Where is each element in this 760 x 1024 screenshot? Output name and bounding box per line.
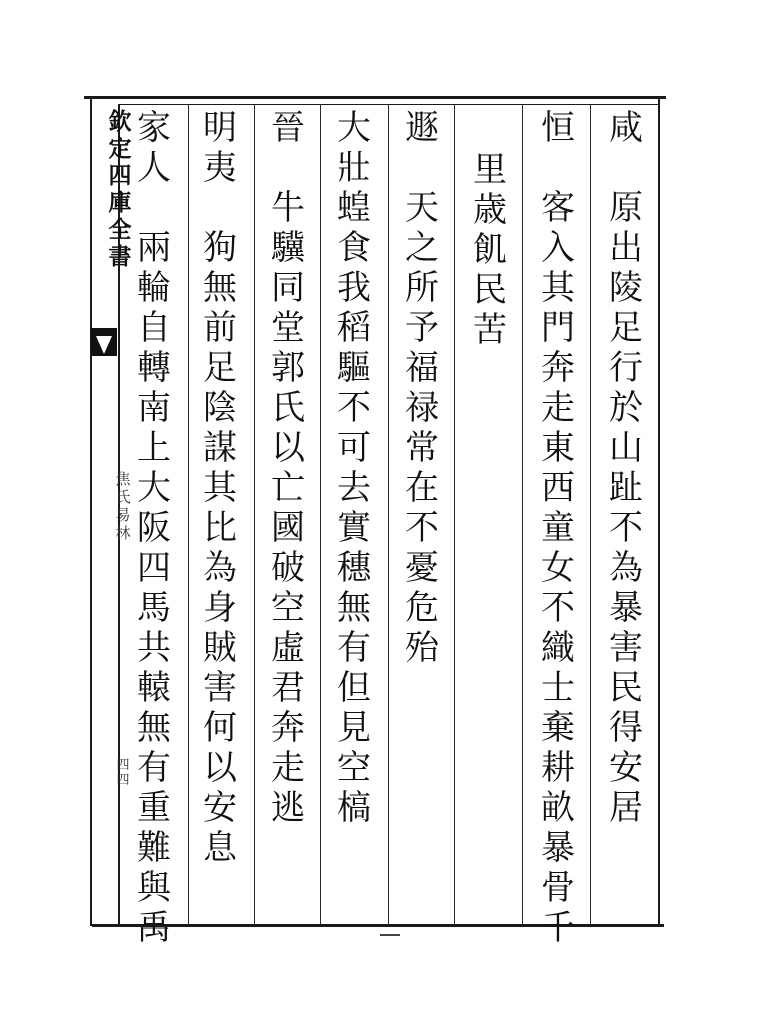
- verse-text: 牛 驥 同 堂 郭 氏 以 亡 國 破 空 虛 君 奔 走 逃: [271, 188, 305, 828]
- text-column: [596, 108, 656, 918]
- page-number: 四 四: [116, 758, 130, 788]
- text-column: [190, 108, 250, 918]
- verse-text: 狗 無 前 足 陰 謀 其 比 為 身 賊 害 何 以 安 息: [203, 228, 237, 868]
- column-divider: [522, 104, 523, 924]
- verse-text: 天 之 所 予 福 禄 常 在 不 憂 危 殆: [405, 188, 439, 668]
- column-divider: [388, 104, 389, 924]
- text-column: [392, 108, 452, 918]
- verse-text: 原 出 陵 足 行 於 山 趾 不 為 暴 害 民 得 安 居: [609, 188, 643, 828]
- column-divider: [320, 104, 321, 924]
- hexagram-name: 大 壯: [337, 108, 371, 188]
- bottom-mark: [380, 934, 400, 936]
- top-inner-rule: [120, 104, 660, 105]
- column-divider: [454, 104, 455, 924]
- collection-title: 欽 定 四 庫 全 書: [108, 108, 132, 270]
- column-divider: [254, 104, 255, 924]
- text-column: [124, 108, 184, 948]
- verse-text: 蝗 食 我 稻 驅 不 可 去 實 穗 無 有 但 見 空 槁: [337, 188, 371, 828]
- hexagram-name: 恒: [541, 108, 575, 148]
- hexagram-name: 咸: [609, 108, 643, 148]
- hexagram-name: 晉: [271, 108, 305, 148]
- book-title: 焦 氏 易 林: [115, 470, 131, 542]
- text-column: [258, 108, 318, 918]
- text-column: [528, 108, 588, 948]
- verse-text: 客 入 其 門 奔 走 東 西 童 女 不 織 士 棄 耕 畝 暴 骨 千: [541, 188, 575, 948]
- column-divider: [590, 104, 591, 924]
- fish-tail-icon: [91, 328, 117, 356]
- hexagram-name: 家 人: [137, 108, 171, 188]
- verse-text: 兩 輪 自 轉 南 上 大 阪 四 馬 共 轅 無 有 重 難 與 禹: [137, 228, 171, 948]
- hexagram-name: 遯: [405, 108, 439, 148]
- column-divider: [188, 104, 189, 924]
- right-border-rule: [658, 96, 660, 926]
- verse-text-continued: 里 歳 飢 民 苦: [473, 150, 507, 350]
- text-column: [460, 108, 520, 918]
- hexagram-name: 明 夷: [203, 108, 237, 188]
- text-column: [324, 108, 384, 918]
- top-border-rule: [84, 96, 666, 99]
